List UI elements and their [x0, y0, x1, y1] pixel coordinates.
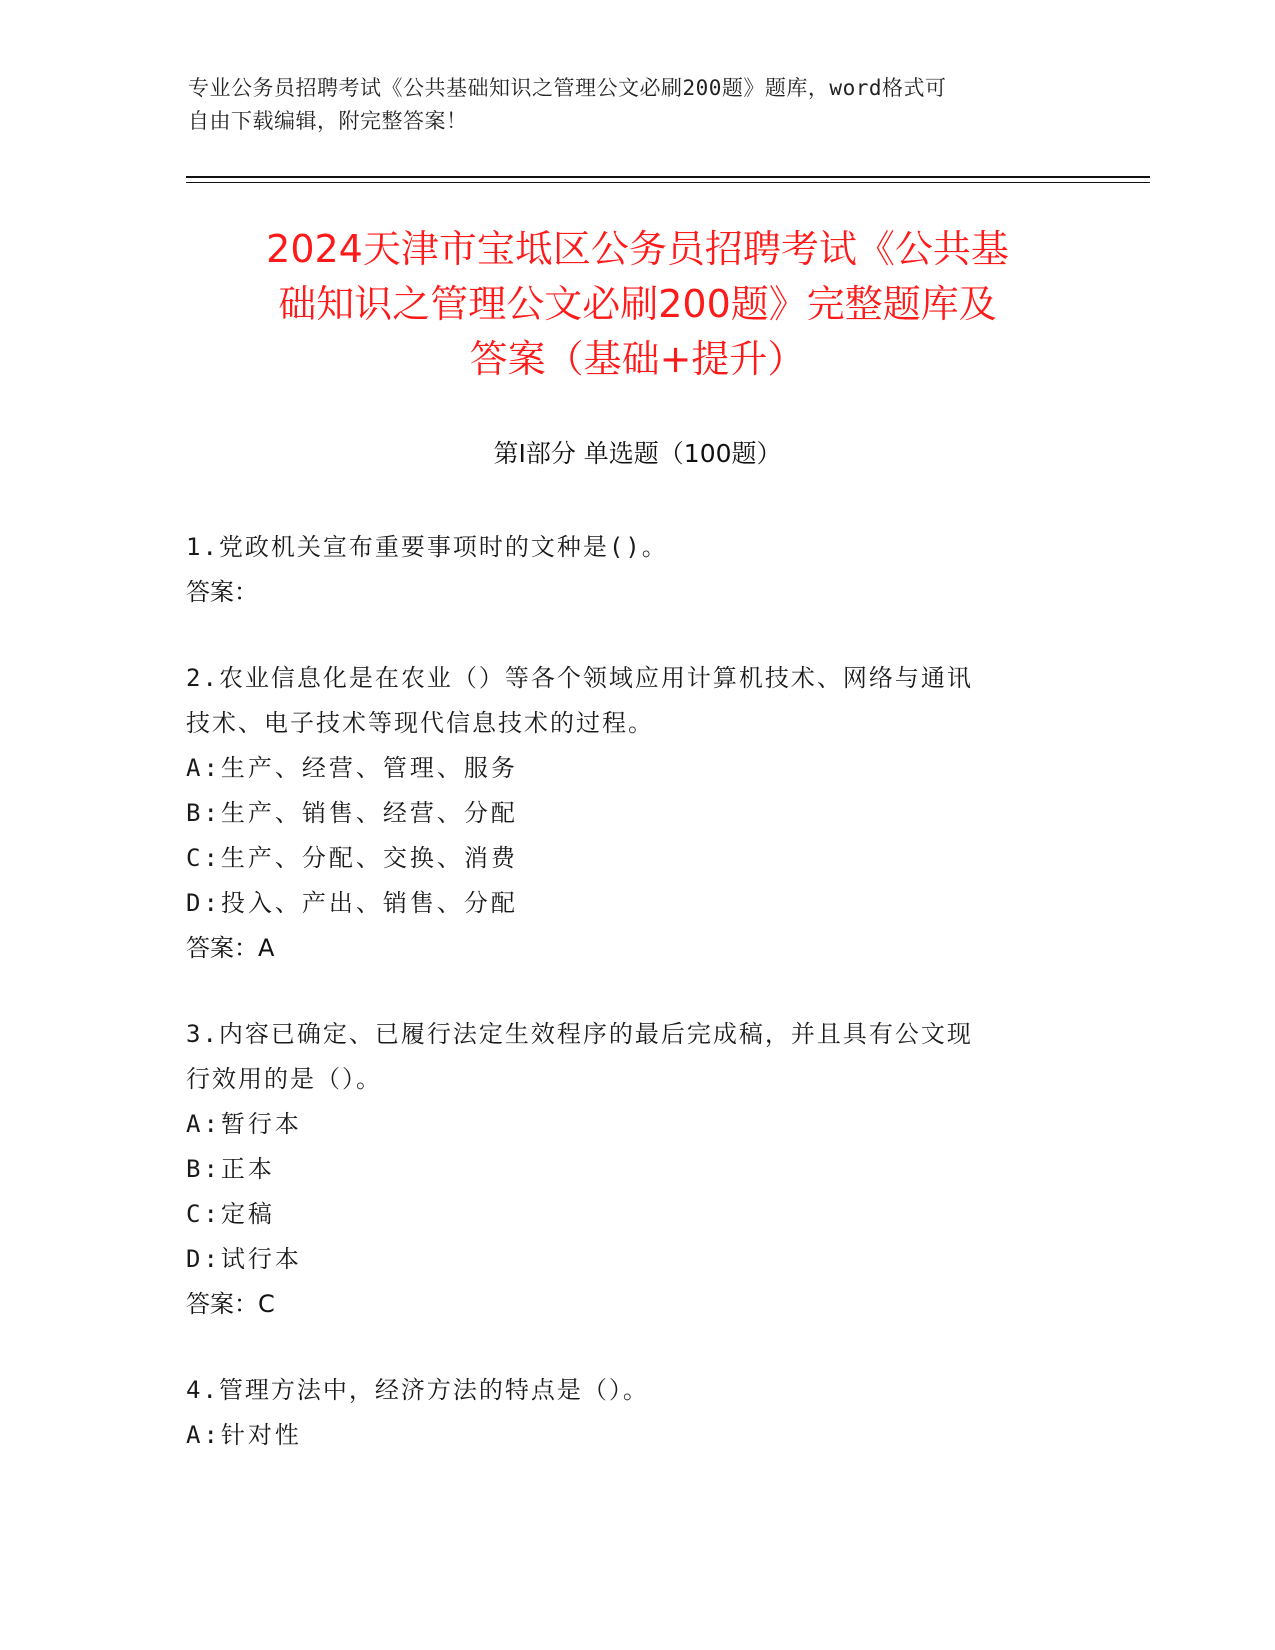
question-2: [186, 656, 1066, 971]
question-stem: 3.内容已确定、已履行法定生效程序的最后完成稿，并且具有公文现: [186, 1020, 973, 1048]
option-d: D:投入、产出、销售、分配: [186, 889, 518, 917]
option-d: D:试行本: [186, 1245, 302, 1273]
question-stem: 2.农业信息化是在农业（）等各个领域应用计算机技术、网络与通讯: [186, 664, 973, 692]
question-stem-continued: 行效用的是（）。: [186, 1065, 382, 1093]
question-stem-continued: 技术、电子技术等现代信息技术的过程。: [186, 709, 654, 737]
header-divider-thick: [186, 176, 1150, 178]
document-title-line-1: 2024天津市宝坻区公务员招聘考试《公共基: [266, 227, 1009, 271]
option-a: A:暂行本: [186, 1110, 302, 1138]
question-stem: 1.党政机关宣布重要事项时的文种是()。: [186, 533, 668, 561]
question-answer: 答案：C: [186, 1290, 275, 1318]
header-note-line-2: 自由下载编辑，附完整答案！: [188, 109, 468, 133]
option-a: A:针对性: [186, 1421, 302, 1449]
question-answer: 答案：: [186, 578, 258, 606]
header-note-line-1: 专业公务员招聘考试《公共基础知识之管理公文必刷200题》题库，word格式可: [188, 76, 947, 100]
document-title-line-3: 答案（基础+提升）: [469, 337, 806, 381]
header-note: [188, 72, 1068, 138]
option-b: B:生产、销售、经营、分配: [186, 799, 518, 827]
question-3: [186, 1012, 1066, 1327]
document-title: [180, 222, 1095, 387]
document-title-line-2: 础知识之管理公文必刷200题》完整题库及: [278, 282, 997, 326]
option-a: A:生产、经营、管理、服务: [186, 754, 518, 782]
question-1: [186, 525, 1066, 615]
option-c: C:生产、分配、交换、消费: [186, 844, 518, 872]
question-answer: 答案：A: [186, 934, 275, 962]
option-c: C:定稿: [186, 1200, 275, 1228]
question-4: [186, 1368, 1066, 1458]
section-heading: 第I部分 单选题（100题）: [493, 439, 782, 468]
question-stem: 4.管理方法中，经济方法的特点是（）。: [186, 1376, 649, 1404]
question-list: [186, 525, 1066, 1499]
header-divider-thin: [186, 182, 1150, 183]
option-b: B:正本: [186, 1155, 275, 1183]
